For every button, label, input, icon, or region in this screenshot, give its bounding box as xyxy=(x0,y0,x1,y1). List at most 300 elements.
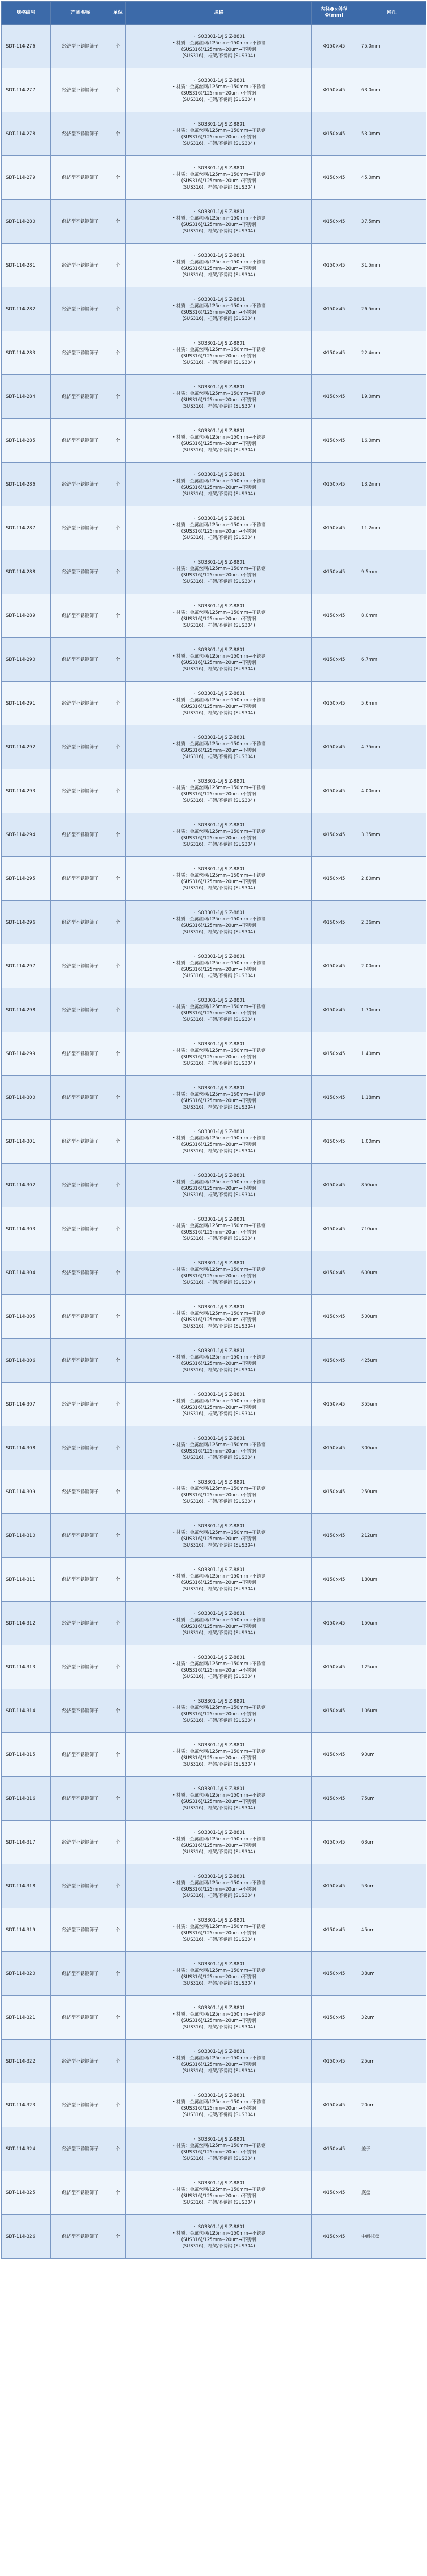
cell-size: Φ150×45 xyxy=(312,244,357,287)
cell-spec xyxy=(126,1558,312,1602)
cell-unit: 个 xyxy=(110,988,126,1032)
cell-unit: 个 xyxy=(110,1339,126,1383)
cell-size: Φ150×45 xyxy=(312,813,357,857)
spec-line: (SUS316)，框架/不锈钢 (SUS304) xyxy=(182,491,255,497)
cell-spec xyxy=(126,594,312,638)
cell-id: SDT-114-305 xyxy=(2,1295,51,1339)
spec-line: (SUS316)，框架/不锈钢 (SUS304) xyxy=(182,1586,255,1592)
spec-line: ・材质：金属丝网/125mm~150mm→不锈钢 xyxy=(171,829,266,834)
cell-name: 经济型不锈钢筛子 xyxy=(51,901,110,944)
spec-line: ・材质：金属丝网/125mm~150mm→不锈钢 xyxy=(171,522,266,528)
cell-unit: 个 xyxy=(110,813,126,857)
cell-size: Φ150×45 xyxy=(312,331,357,375)
spec-line: ・ISO3301-1/JIS Z-8801 xyxy=(192,1961,246,1967)
spec-line: ・ISO3301-1/JIS Z-8801 xyxy=(192,121,246,127)
spec-line: (SUS316)/125mm~20um→不锈钢 xyxy=(181,2018,256,2024)
spec-line: ・材质：金属丝网/125mm~150mm→不锈钢 xyxy=(171,653,266,659)
cell-size: Φ150×45 xyxy=(312,463,357,506)
cell-id: SDT-114-283 xyxy=(2,331,51,375)
cell-mesh: 150um xyxy=(357,1602,426,1645)
cell-size: Φ150×45 xyxy=(312,68,357,112)
cell-mesh: 125um xyxy=(357,1645,426,1689)
cell-mesh: 180um xyxy=(357,1558,426,1602)
cell-mesh: 63.0mm xyxy=(357,68,426,112)
cell-id: SDT-114-322 xyxy=(2,2040,51,2083)
cell-unit: 个 xyxy=(110,2083,126,2127)
spec-line: (SUS316)/125mm~20um→不锈钢 xyxy=(181,528,256,534)
cell-name: 经济型不锈钢筛子 xyxy=(51,244,110,287)
table-row xyxy=(2,1733,426,1777)
cell-unit: 个 xyxy=(110,331,126,375)
table-row xyxy=(2,2040,426,2083)
spec-line: ・材质：金属丝网/125mm~150mm→不锈钢 xyxy=(171,128,266,134)
table-row xyxy=(2,1821,426,1864)
cell-unit: 个 xyxy=(110,1645,126,1689)
spec-line: (SUS316)，框架/不锈钢 (SUS304) xyxy=(182,1411,255,1417)
table-row xyxy=(2,2171,426,2215)
spec-line: ・材质：金属丝网/125mm~150mm→不锈钢 xyxy=(171,1836,266,1842)
spec-line: (SUS316)，框架/不锈钢 (SUS304) xyxy=(182,1937,255,1942)
cell-mesh: 37.5mm xyxy=(357,200,426,244)
cell-size: Φ150×45 xyxy=(312,1602,357,1645)
spec-line: ・材质：金属丝网/125mm~150mm→不锈钢 xyxy=(171,1573,266,1579)
cell-mesh: 1.40mm xyxy=(357,1032,426,1076)
cell-size: Φ150×45 xyxy=(312,1996,357,2040)
spec-line: (SUS316)，框架/不锈钢 (SUS304) xyxy=(182,1542,255,1548)
table-row xyxy=(2,901,426,944)
spec-line: (SUS316)，框架/不锈钢 (SUS304) xyxy=(182,579,255,584)
spec-line: ・材质：金属丝网/125mm~150mm→不锈钢 xyxy=(171,960,266,966)
cell-id: SDT-114-326 xyxy=(2,2215,51,2259)
table-row xyxy=(2,506,426,550)
cell-name: 经济型不锈钢筛子 xyxy=(51,1470,110,1514)
spec-line: ・材质：金属丝网/125mm~150mm→不锈钢 xyxy=(171,347,266,353)
cell-unit: 个 xyxy=(110,287,126,331)
cell-unit: 个 xyxy=(110,594,126,638)
cell-mesh: 32um xyxy=(357,1996,426,2040)
cell-mesh: 4.00mm xyxy=(357,769,426,813)
spec-line: (SUS316)/125mm~20um→不锈钢 xyxy=(181,46,256,52)
cell-id: SDT-114-300 xyxy=(2,1076,51,1120)
cell-name: 经济型不锈钢筛子 xyxy=(51,2215,110,2259)
cell-spec xyxy=(126,988,312,1032)
spec-line: ・ISO3301-1/JIS Z-8801 xyxy=(192,1260,246,1266)
cell-size: Φ150×45 xyxy=(312,594,357,638)
spec-line: ・ISO3301-1/JIS Z-8801 xyxy=(192,2180,246,2186)
spec-line: ・ISO3301-1/JIS Z-8801 xyxy=(192,2093,246,2098)
cell-name: 经济型不锈钢筛子 xyxy=(51,988,110,1032)
cell-name: 经济型不锈钢筛子 xyxy=(51,331,110,375)
cell-unit: 个 xyxy=(110,901,126,944)
cell-spec xyxy=(126,506,312,550)
table-row xyxy=(2,769,426,813)
spec-line: ・ISO3301-1/JIS Z-8801 xyxy=(192,1742,246,1748)
spec-line: ・ISO3301-1/JIS Z-8801 xyxy=(192,2049,246,2055)
spec-line: (SUS316)/125mm~20um→不锈钢 xyxy=(181,1623,256,1629)
spec-line: (SUS316)/125mm~20um→不锈钢 xyxy=(181,1492,256,1498)
cell-unit: 个 xyxy=(110,1251,126,1295)
cell-size: Φ150×45 xyxy=(312,2215,357,2259)
table-row xyxy=(2,1339,426,1383)
spec-line: ・ISO3301-1/JIS Z-8801 xyxy=(192,1874,246,1879)
cell-name: 经济型不锈钢筛子 xyxy=(51,1076,110,1120)
cell-unit: 个 xyxy=(110,1996,126,2040)
spec-line: ・ISO3301-1/JIS Z-8801 xyxy=(192,1304,246,1310)
spec-line: (SUS316)/125mm~20um→不锈钢 xyxy=(181,1799,256,1805)
table-row xyxy=(2,1295,426,1339)
spec-line: ・ISO3301-1/JIS Z-8801 xyxy=(192,1786,246,1792)
table-row xyxy=(2,1076,426,1120)
spec-line: (SUS316)/125mm~20um→不锈钢 xyxy=(181,572,256,578)
cell-unit: 个 xyxy=(110,1864,126,1908)
cell-spec xyxy=(126,1996,312,2040)
cell-unit: 个 xyxy=(110,1207,126,1251)
cell-name: 经济型不锈钢筛子 xyxy=(51,1777,110,1821)
cell-size: Φ150×45 xyxy=(312,638,357,682)
spec-line: ・材质：金属丝网/125mm~150mm→不锈钢 xyxy=(171,40,266,46)
cell-size: Φ150×45 xyxy=(312,550,357,594)
spec-line: ・ISO3301-1/JIS Z-8801 xyxy=(192,910,246,916)
spec-line: (SUS316)/125mm~20um→不锈钢 xyxy=(181,1185,256,1191)
cell-id: SDT-114-315 xyxy=(2,1733,51,1777)
header-size: 内径Φ×外径Φ(mm) xyxy=(312,2,357,25)
cell-unit: 个 xyxy=(110,1952,126,1996)
cell-name: 经济型不锈钢筛子 xyxy=(51,1821,110,1864)
cell-unit: 个 xyxy=(110,638,126,682)
table-row xyxy=(2,1164,426,1207)
cell-name: 经济型不锈钢筛子 xyxy=(51,463,110,506)
cell-id: SDT-114-297 xyxy=(2,944,51,988)
spec-line: (SUS316)，框架/不锈钢 (SUS304) xyxy=(182,1192,255,1198)
cell-spec xyxy=(126,682,312,725)
spec-line: ・ISO3301-1/JIS Z-8801 xyxy=(192,691,246,697)
cell-unit: 个 xyxy=(110,1383,126,1426)
cell-name: 经济型不锈钢筛子 xyxy=(51,638,110,682)
spec-line: ・材质：金属丝网/125mm~150mm→不锈钢 xyxy=(171,84,266,90)
cell-size: Φ150×45 xyxy=(312,1076,357,1120)
spec-line: (SUS316)，框架/不锈钢 (SUS304) xyxy=(182,1630,255,1636)
spec-line: (SUS316)，框架/不锈钢 (SUS304) xyxy=(182,973,255,979)
cell-spec xyxy=(126,901,312,944)
spec-line: ・材质：金属丝网/125mm~150mm→不锈钢 xyxy=(171,1705,266,1711)
cell-name: 经济型不锈钢筛子 xyxy=(51,2040,110,2083)
header-mesh: 网孔 xyxy=(357,2,426,25)
cell-spec xyxy=(126,725,312,769)
cell-size: Φ150×45 xyxy=(312,1470,357,1514)
cell-unit: 个 xyxy=(110,68,126,112)
cell-id: SDT-114-307 xyxy=(2,1383,51,1426)
cell-name: 经济型不锈钢筛子 xyxy=(51,1339,110,1383)
cell-spec xyxy=(126,2040,312,2083)
spec-line: (SUS316)/125mm~20um→不锈钢 xyxy=(181,1536,256,1542)
table-row xyxy=(2,1558,426,1602)
cell-unit: 个 xyxy=(110,2171,126,2215)
cell-size: Φ150×45 xyxy=(312,2127,357,2171)
table-row xyxy=(2,1996,426,2040)
cell-size: Φ150×45 xyxy=(312,2171,357,2215)
spec-line: ・ISO3301-1/JIS Z-8801 xyxy=(192,1567,246,1573)
cell-name: 经济型不锈钢筛子 xyxy=(51,1558,110,1602)
cell-spec xyxy=(126,1645,312,1689)
cell-name: 经济型不锈钢筛子 xyxy=(51,1689,110,1733)
cell-spec xyxy=(126,25,312,68)
cell-size: Φ150×45 xyxy=(312,857,357,901)
spec-line: ・ISO3301-1/JIS Z-8801 xyxy=(192,253,246,259)
cell-mesh: 75.0mm xyxy=(357,25,426,68)
cell-mesh: 300um xyxy=(357,1426,426,1470)
cell-spec xyxy=(126,244,312,287)
cell-spec xyxy=(126,1777,312,1821)
cell-spec xyxy=(126,2171,312,2215)
cell-spec xyxy=(126,1295,312,1339)
cell-spec xyxy=(126,1689,312,1733)
cell-id: SDT-114-285 xyxy=(2,419,51,463)
spec-line: ・材质：金属丝网/125mm~150mm→不锈钢 xyxy=(171,1223,266,1229)
cell-unit: 个 xyxy=(110,112,126,156)
cell-unit: 个 xyxy=(110,1032,126,1076)
spec-line: ・材质：金属丝网/125mm~150mm→不锈钢 xyxy=(171,1091,266,1097)
cell-mesh: 3.35mm xyxy=(357,813,426,857)
spec-line: ・ISO3301-1/JIS Z-8801 xyxy=(192,384,246,390)
header-row xyxy=(2,2,426,25)
cell-id: SDT-114-288 xyxy=(2,550,51,594)
cell-name: 经济型不锈钢筛子 xyxy=(51,2171,110,2215)
spec-line: ・材质：金属丝网/125mm~150mm→不锈钢 xyxy=(171,610,266,615)
spec-line: (SUS316)/125mm~20um→不锈钢 xyxy=(181,1229,256,1235)
spec-line: ・材质：金属丝网/125mm~150mm→不锈钢 xyxy=(171,1442,266,1448)
spec-line: ・材质：金属丝网/125mm~150mm→不锈钢 xyxy=(171,1398,266,1404)
cell-unit: 个 xyxy=(110,1120,126,1164)
spec-line: (SUS316)，框架/不锈钢 (SUS304) xyxy=(182,272,255,278)
cell-name: 经济型不锈钢筛子 xyxy=(51,1164,110,1207)
cell-name: 经济型不锈钢筛子 xyxy=(51,1120,110,1164)
cell-spec xyxy=(126,1032,312,1076)
table-row xyxy=(2,463,426,506)
cell-unit: 个 xyxy=(110,1470,126,1514)
cell-spec xyxy=(126,1207,312,1251)
spec-line: (SUS316)/125mm~20um→不锈钢 xyxy=(181,1930,256,1936)
cell-mesh: 9.5mm xyxy=(357,550,426,594)
spec-line: (SUS316)，框架/不锈钢 (SUS304) xyxy=(182,754,255,760)
cell-mesh: 53um xyxy=(357,1864,426,1908)
cell-mesh: 710um xyxy=(357,1207,426,1251)
spec-line: ・材质：金属丝网/125mm~150mm→不锈钢 xyxy=(171,2055,266,2061)
spec-line: ・ISO3301-1/JIS Z-8801 xyxy=(192,165,246,171)
table-row xyxy=(2,550,426,594)
spec-line: (SUS316)/125mm~20um→不锈钢 xyxy=(181,704,256,709)
spec-line: (SUS316)/125mm~20um→不锈钢 xyxy=(181,1054,256,1060)
cell-name: 经济型不锈钢筛子 xyxy=(51,68,110,112)
cell-name: 经济型不锈钢筛子 xyxy=(51,682,110,725)
table-row xyxy=(2,1864,426,1908)
spec-line: ・材质：金属丝网/125mm~150mm→不锈钢 xyxy=(171,2143,266,2149)
cell-id: SDT-114-290 xyxy=(2,638,51,682)
spec-line: ・材质：金属丝网/125mm~150mm→不锈钢 xyxy=(171,1748,266,1754)
spec-line: ・ISO3301-1/JIS Z-8801 xyxy=(192,603,246,609)
spec-line: (SUS316)/125mm~20um→不锈钢 xyxy=(181,923,256,928)
table-row xyxy=(2,725,426,769)
table-row xyxy=(2,2127,426,2171)
cell-mesh: 底盘 xyxy=(357,2171,426,2215)
cell-unit: 个 xyxy=(110,506,126,550)
cell-name: 经济型不锈钢筛子 xyxy=(51,1864,110,1908)
cell-mesh: 38um xyxy=(357,1952,426,1996)
cell-id: SDT-114-311 xyxy=(2,1558,51,1602)
cell-unit: 个 xyxy=(110,2127,126,2171)
spec-line: (SUS316)/125mm~20um→不锈钢 xyxy=(181,485,256,490)
spec-line: (SUS316)，框架/不锈钢 (SUS304) xyxy=(182,403,255,409)
spec-line: ・ISO3301-1/JIS Z-8801 xyxy=(192,559,246,565)
cell-id: SDT-114-284 xyxy=(2,375,51,419)
cell-id: SDT-114-276 xyxy=(2,25,51,68)
cell-spec xyxy=(126,1120,312,1164)
cell-name: 经济型不锈钢筛子 xyxy=(51,25,110,68)
spec-line: (SUS316)，框架/不锈钢 (SUS304) xyxy=(182,1279,255,1285)
cell-size: Φ150×45 xyxy=(312,1864,357,1908)
header-unit: 单位 xyxy=(110,2,126,25)
cell-spec xyxy=(126,156,312,200)
spec-line: ・材质：金属丝网/125mm~150mm→不锈钢 xyxy=(171,1529,266,1535)
cell-id: SDT-114-289 xyxy=(2,594,51,638)
cell-size: Φ150×45 xyxy=(312,25,357,68)
spec-line: ・ISO3301-1/JIS Z-8801 xyxy=(192,778,246,784)
table-row xyxy=(2,2083,426,2127)
spec-line: ・ISO3301-1/JIS Z-8801 xyxy=(192,472,246,478)
cell-spec xyxy=(126,1076,312,1120)
cell-size: Φ150×45 xyxy=(312,769,357,813)
cell-mesh: 500um xyxy=(357,1295,426,1339)
cell-name: 经济型不锈钢筛子 xyxy=(51,813,110,857)
cell-id: SDT-114-312 xyxy=(2,1602,51,1645)
spec-line: ・ISO3301-1/JIS Z-8801 xyxy=(192,1917,246,1923)
cell-name: 经济型不锈钢筛子 xyxy=(51,1383,110,1426)
cell-unit: 个 xyxy=(110,550,126,594)
cell-unit: 个 xyxy=(110,1558,126,1602)
cell-mesh: 25um xyxy=(357,2040,426,2083)
cell-name: 经济型不锈钢筛子 xyxy=(51,419,110,463)
cell-mesh: 212um xyxy=(357,1514,426,1558)
table-row xyxy=(2,287,426,331)
spec-line: (SUS316)，框架/不锈钢 (SUS304) xyxy=(182,1455,255,1461)
cell-id: SDT-114-323 xyxy=(2,2083,51,2127)
cell-size: Φ150×45 xyxy=(312,1689,357,1733)
spec-line: (SUS316)/125mm~20um→不锈钢 xyxy=(181,1010,256,1016)
cell-mesh: 75um xyxy=(357,1777,426,1821)
spec-line: (SUS316)/125mm~20um→不锈钢 xyxy=(181,1580,256,1586)
cell-id: SDT-114-298 xyxy=(2,988,51,1032)
table-row xyxy=(2,944,426,988)
table-row xyxy=(2,375,426,419)
table-row xyxy=(2,156,426,200)
cell-spec xyxy=(126,1514,312,1558)
table-header xyxy=(2,2,426,25)
cell-mesh: 13.2mm xyxy=(357,463,426,506)
cell-spec xyxy=(126,550,312,594)
spec-line: ・材质：金属丝网/125mm~150mm→不锈钢 xyxy=(171,434,266,440)
cell-size: Φ150×45 xyxy=(312,901,357,944)
cell-id: SDT-114-320 xyxy=(2,1952,51,1996)
spec-line: (SUS316)，框架/不锈钢 (SUS304) xyxy=(182,1893,255,1899)
spec-line: ・ISO3301-1/JIS Z-8801 xyxy=(192,954,246,959)
spec-line: (SUS316)/125mm~20um→不锈钢 xyxy=(181,134,256,140)
cell-size: Φ150×45 xyxy=(312,419,357,463)
cell-id: SDT-114-280 xyxy=(2,200,51,244)
cell-spec xyxy=(126,375,312,419)
cell-unit: 个 xyxy=(110,463,126,506)
cell-id: SDT-114-324 xyxy=(2,2127,51,2171)
cell-name: 经济型不锈钢筛子 xyxy=(51,1733,110,1777)
spec-line: ・材质：金属丝网/125mm~150mm→不锈钢 xyxy=(171,2187,266,2192)
spec-line: (SUS316)/125mm~20um→不锈钢 xyxy=(181,2193,256,2199)
spec-line: (SUS316)，框架/不锈钢 (SUS304) xyxy=(182,929,255,935)
cell-id: SDT-114-321 xyxy=(2,1996,51,2040)
cell-id: SDT-114-295 xyxy=(2,857,51,901)
cell-size: Φ150×45 xyxy=(312,1908,357,1952)
spec-line: (SUS316)，框架/不锈钢 (SUS304) xyxy=(182,666,255,672)
cell-id: SDT-114-317 xyxy=(2,1821,51,1864)
spec-line: ・ISO3301-1/JIS Z-8801 xyxy=(192,77,246,83)
spec-line: (SUS316)，框架/不锈钢 (SUS304) xyxy=(182,1367,255,1373)
table-body xyxy=(2,25,426,2259)
spec-line: (SUS316)，框架/不锈钢 (SUS304) xyxy=(182,1017,255,1022)
spec-line: (SUS316)，框架/不锈钢 (SUS304) xyxy=(182,622,255,628)
cell-spec xyxy=(126,1908,312,1952)
cell-id: SDT-114-299 xyxy=(2,1032,51,1076)
cell-unit: 个 xyxy=(110,244,126,287)
cell-name: 经济型不锈钢筛子 xyxy=(51,550,110,594)
spec-line: ・材质：金属丝网/125mm~150mm→不锈钢 xyxy=(171,215,266,221)
cell-name: 经济型不锈钢筛子 xyxy=(51,2083,110,2127)
cell-unit: 个 xyxy=(110,1602,126,1645)
spec-line: ・ISO3301-1/JIS Z-8801 xyxy=(192,822,246,828)
spec-line: (SUS316)/125mm~20um→不锈钢 xyxy=(181,266,256,271)
spec-line: ・材质：金属丝网/125mm~150mm→不锈钢 xyxy=(171,1135,266,1141)
spec-line: ・材质：金属丝网/125mm~150mm→不锈钢 xyxy=(171,1661,266,1667)
cell-id: SDT-114-314 xyxy=(2,1689,51,1733)
cell-name: 经济型不锈钢筛子 xyxy=(51,1295,110,1339)
cell-spec xyxy=(126,287,312,331)
cell-mesh: 600um xyxy=(357,1251,426,1295)
spec-line: (SUS316)/125mm~20um→不锈钢 xyxy=(181,879,256,885)
cell-id: SDT-114-278 xyxy=(2,112,51,156)
cell-unit: 个 xyxy=(110,1295,126,1339)
cell-mesh: 1.00mm xyxy=(357,1120,426,1164)
cell-id: SDT-114-302 xyxy=(2,1164,51,1207)
spec-line: (SUS316)，框架/不锈钢 (SUS304) xyxy=(182,360,255,365)
spec-line: (SUS316)/125mm~20um→不锈钢 xyxy=(181,2149,256,2155)
spec-line: ・材质：金属丝网/125mm~150mm→不锈钢 xyxy=(171,697,266,703)
cell-name: 经济型不锈钢筛子 xyxy=(51,1602,110,1645)
spec-line: ・材质：金属丝网/125mm~150mm→不锈钢 xyxy=(171,1880,266,1886)
spec-line: ・ISO3301-1/JIS Z-8801 xyxy=(192,1523,246,1529)
spec-line: ・ISO3301-1/JIS Z-8801 xyxy=(192,1348,246,1354)
spec-line: (SUS316)/125mm~20um→不锈钢 xyxy=(181,1317,256,1323)
cell-unit: 个 xyxy=(110,1426,126,1470)
cell-unit: 个 xyxy=(110,1514,126,1558)
cell-id: SDT-114-281 xyxy=(2,244,51,287)
spec-line: ・ISO3301-1/JIS Z-8801 xyxy=(192,1129,246,1135)
cell-size: Φ150×45 xyxy=(312,1514,357,1558)
spec-line: ・ISO3301-1/JIS Z-8801 xyxy=(192,866,246,872)
cell-spec xyxy=(126,1383,312,1426)
cell-mesh: 355um xyxy=(357,1383,426,1426)
cell-name: 经济型不锈钢筛子 xyxy=(51,375,110,419)
spec-line: (SUS316)，框架/不锈钢 (SUS304) xyxy=(182,1148,255,1154)
cell-mesh: 250um xyxy=(357,1470,426,1514)
spec-line: ・ISO3301-1/JIS Z-8801 xyxy=(192,428,246,434)
spec-line: ・材质：金属丝网/125mm~150mm→不锈钢 xyxy=(171,259,266,265)
cell-spec xyxy=(126,1470,312,1514)
